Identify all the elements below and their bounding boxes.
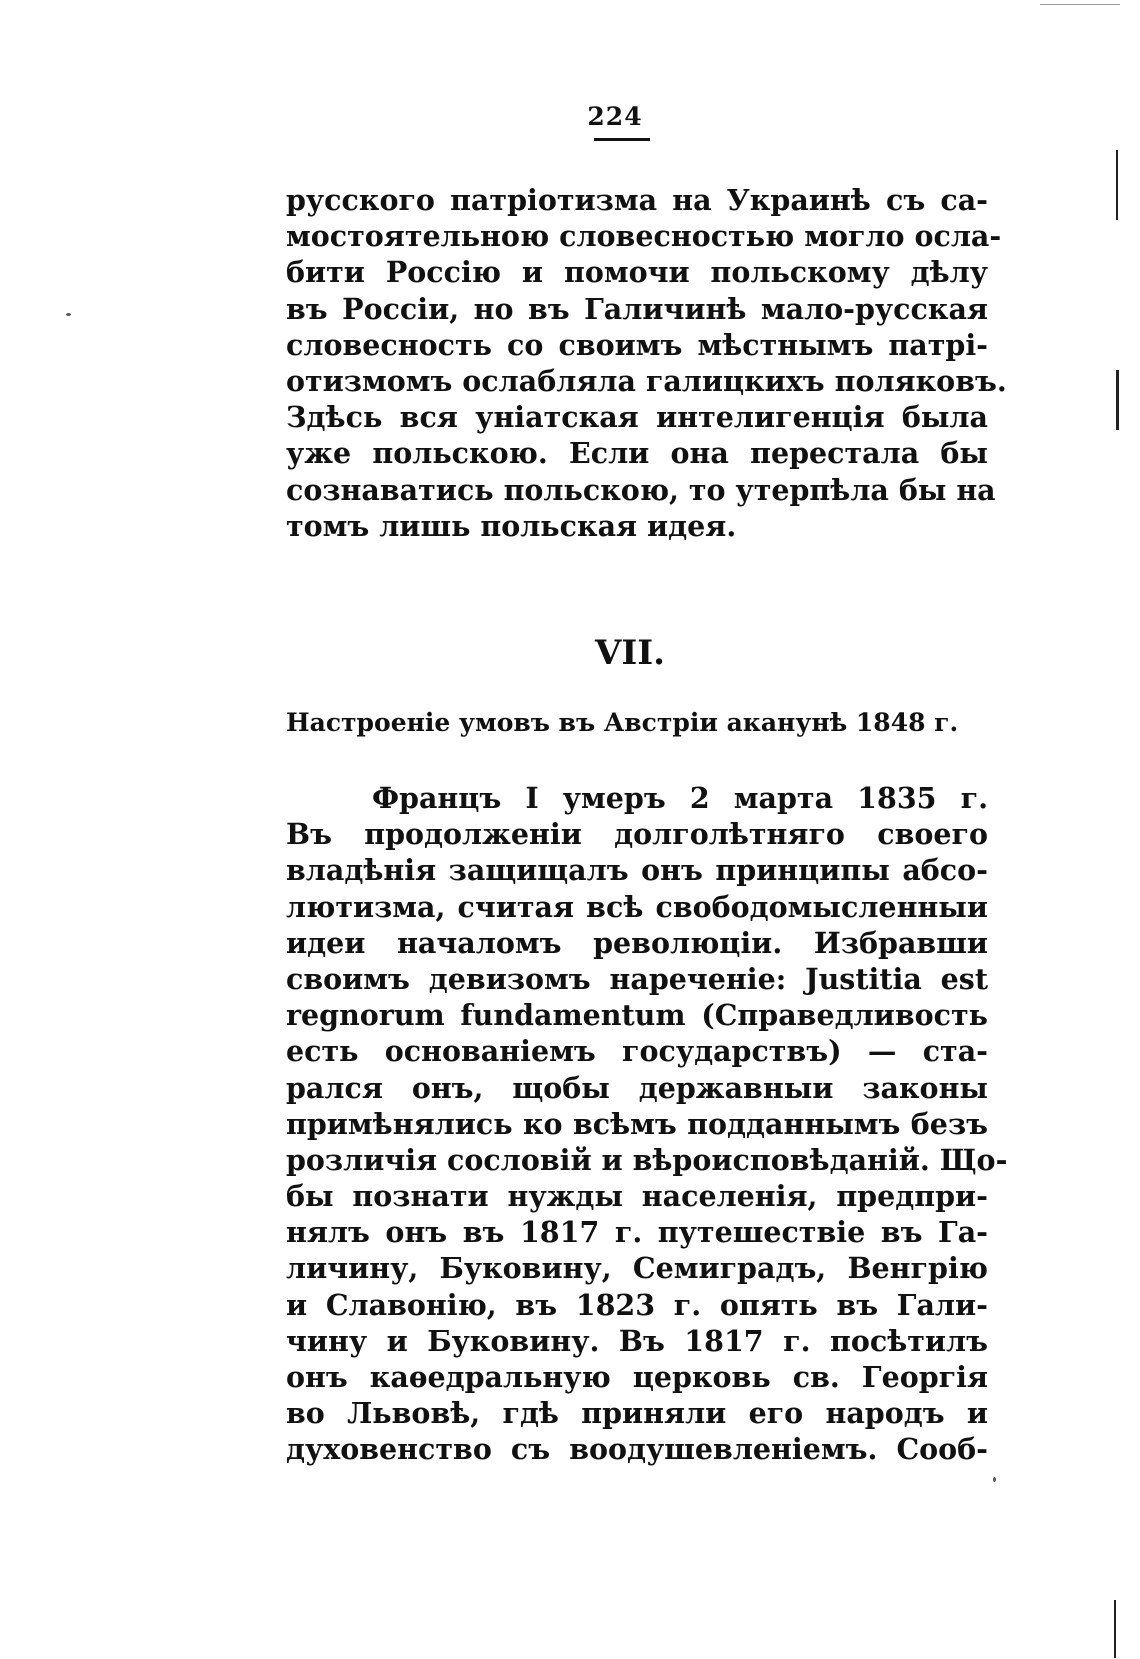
text-line: Францъ I умеръ 2 марта 1835 г. (372, 781, 988, 815)
text-line: примѣнялись ко всѣмъ подданнымъ безъ (286, 1106, 988, 1141)
text-line: отизмомъ ослабляла галицкихъ поляковъ. (286, 363, 1007, 398)
text-line: словесность со своимъ мѣстнымъ патрі- (286, 327, 988, 362)
text-line: томъ лишь польская идея. (286, 508, 737, 543)
paragraph-continued (286, 182, 1007, 544)
page-number: 224 (587, 102, 643, 131)
text-line: и Славонію, въ 1823 г. опять въ Гали- (286, 1287, 988, 1322)
text-line: есть основаніемъ государствъ) — ста- (286, 1034, 988, 1069)
text-line: въ Россіи, но въ Галичинѣ мало-русская (286, 291, 988, 326)
text-line: розличія сословій и вѣроисповѣданій. Що- (286, 1142, 1008, 1177)
text-line: нялъ онъ въ 1817 г. путешествіе въ Га- (286, 1215, 988, 1250)
scan-edge-mark (1114, 1600, 1116, 1658)
paragraph-section-body (286, 780, 1008, 1468)
page-number-underline (594, 138, 650, 141)
text-line: сознаватись польскою, то утерпѣла бы на (286, 472, 996, 507)
scan-speck (993, 1477, 996, 1482)
scan-edge-mark (1040, 4, 1120, 5)
text-line: мостоятельною словесностью могло осла- (286, 219, 1002, 254)
section-number: VII. (594, 633, 666, 673)
text-line: regnorum fundamentum (Справедливость (286, 998, 988, 1033)
text-line: бити Россію и помочи польскому дѣлу (286, 255, 988, 290)
section-title: Настроеніе умовъ въ Австріи аканунѣ 1848 г. (286, 708, 959, 737)
text-line: владѣнія защищалъ онъ принципы абсо- (286, 853, 988, 888)
text-line: во Львовѣ, гдѣ приняли его народъ и (286, 1396, 988, 1431)
text-line: чину и Буковину. Въ 1817 г. посѣтилъ (286, 1323, 988, 1358)
text-line: Здѣсь вся уніатская интелигенція была (286, 400, 988, 435)
text-line: русского патріотизма на Украинѣ съ са- (286, 183, 988, 217)
scan-edge-mark (1116, 150, 1118, 220)
text-line: духовенство съ воодушевленіемъ. Сооб- (286, 1432, 988, 1467)
text-line: онъ каѳедральную церковь св. Георгія (286, 1360, 988, 1394)
scan-edge-mark (1116, 370, 1119, 430)
text-line: личину, Буковину, Семиградъ, Венгрію (286, 1251, 988, 1286)
text-line: бы познати нужды населенія, предпри- (286, 1179, 988, 1214)
text-line: идеи началомъ революціи. Избравши (286, 925, 988, 960)
scan-speck (66, 313, 71, 316)
text-line: уже польскою. Если она перестала бы (286, 436, 988, 471)
text-line: лютизма, считая всѣ свободомысленныи (286, 889, 988, 924)
text-line: рался онъ, щобы державныи законы (286, 1070, 988, 1105)
text-line: своимъ девизомъ нареченіе: Justitia est (286, 961, 988, 996)
text-line: Въ продолженіи долголѣтняго своего (286, 817, 988, 852)
